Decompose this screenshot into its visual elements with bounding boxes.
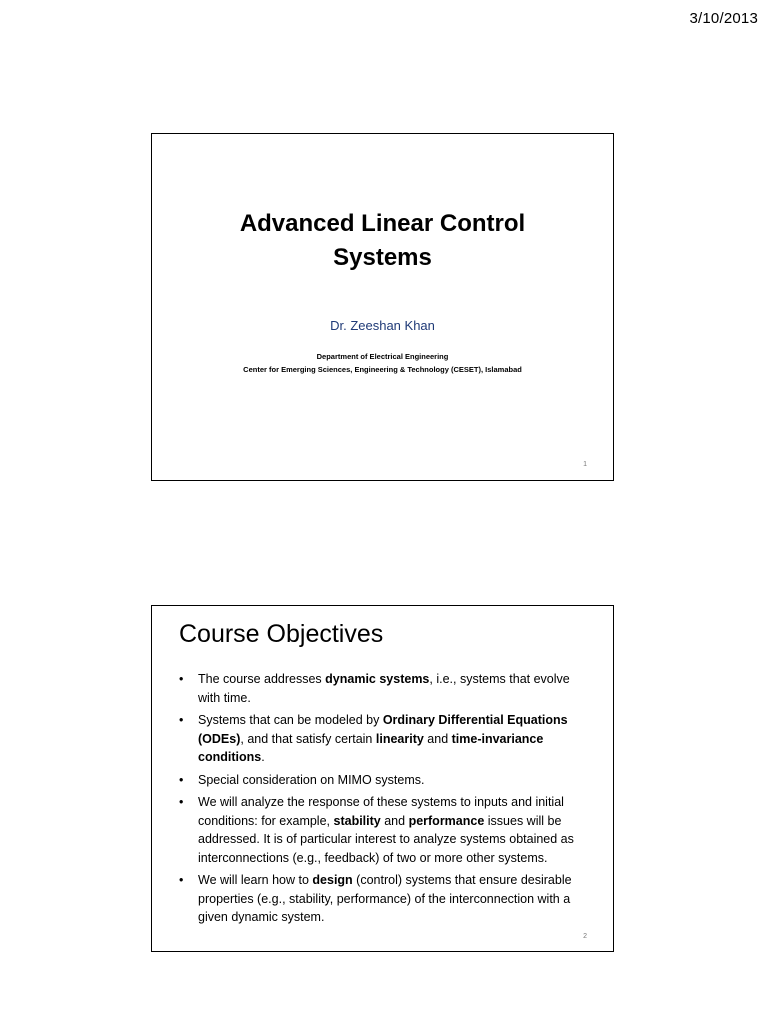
author-name: Dr. Zeeshan Khan: [330, 318, 435, 333]
bullet-icon: •: [179, 873, 184, 887]
slide-title: Course Objectives: [179, 620, 384, 648]
slide-1: [151, 133, 614, 481]
list-item: • Systems that can be modeled by Ordinary Differential Equations (ODEs), and that satisfy certain linearity and time-invariance conditions.: [179, 713, 568, 764]
page-date: 3/10/2013: [689, 10, 758, 27]
bullet-icon: •: [179, 672, 184, 686]
bullet-icon: •: [179, 795, 184, 809]
objectives-list: [179, 670, 584, 931]
department-line: Department of Electrical Engineering: [316, 352, 449, 361]
department-info: [152, 350, 613, 376]
slide-number: 1: [583, 461, 587, 468]
bullet-icon: •: [179, 713, 184, 727]
bullet-icon: •: [179, 772, 184, 787]
list-item: • Special consideration on MIMO systems.: [179, 771, 584, 790]
slide-2: [151, 605, 614, 952]
slide-title: [152, 207, 613, 275]
institution-line: Center for Emerging Sciences, Engineering & Technology (CESET), Islamabad: [243, 365, 522, 374]
title-line-1: Advanced Linear Control: [239, 210, 526, 237]
title-line-2: Systems: [333, 244, 432, 271]
list-item: • We will learn how to design (control) systems that ensure desirable properties (e.g., stability, performance) of the interconnection with a given dynamic system.: [179, 873, 572, 924]
slide-number: 2: [583, 933, 587, 940]
list-item: • We will analyze the response of these systems to inputs and initial conditions: for example, stability and performance issues will be addressed. It is of particular interest to analyze systems obtained as interconnections (e.g., feedback) of two or more other systems.: [179, 795, 574, 865]
list-item: • The course addresses dynamic systems, i.e., systems that evolve with time.: [179, 672, 570, 705]
